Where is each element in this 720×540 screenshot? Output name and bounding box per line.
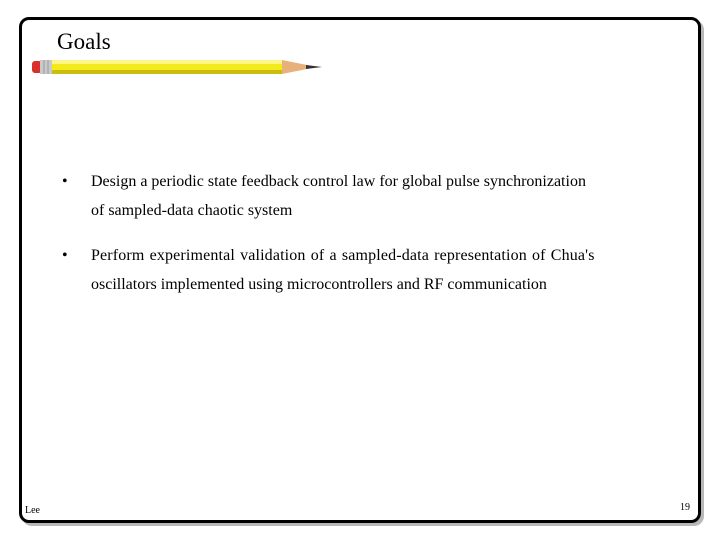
page-number: 19 [680,502,690,513]
bullet-1-line-1: Design a periodic state feedback control law for global pulse synchronization [91,173,586,190]
bullet-marker: • [62,173,68,190]
bullet-2-line-2: oscillators implemented using microcontrollers and RF communication [91,276,547,293]
slide-title: Goals [57,29,111,54]
bullet-marker: • [62,247,68,264]
bullet-2-line-1: Perform experimental validation of a sampled-data representation of Chua's [91,247,595,264]
footer-author: Lee [25,505,40,516]
bullet-1-line-2: of sampled-data chaotic system [91,202,293,219]
slide-frame [19,17,701,523]
pencil-icon [30,55,322,79]
